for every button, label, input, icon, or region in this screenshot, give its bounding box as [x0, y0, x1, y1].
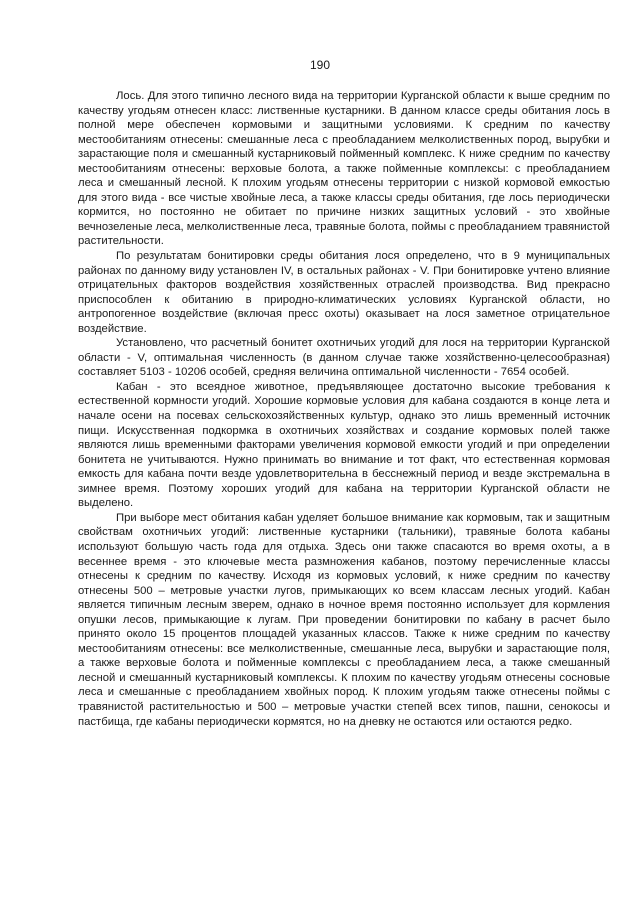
paragraph-moose-habitat: Лось. Для этого типично лесного вида на территории Курганской области к выше средним по качеству угодьям отнесен класс: лиственные кустарники. В данном классе среды обитания лось в полной мере обеспечен кормовыми и защитными условиями. К средним по качеству местообитаниям отнесены: смешанные леса с преобладанием мелколиственных пород, вырубки и зарастающие поля и смешанный кустарниковый пойменный комплекс. К ниже средним по качеству местообитаниям отнесены: верховые болота, а также пойменные комплексы: с преобладанием леса и смешанный лесной. К плохим угодьям отнесены территории с низкой кормовой емкостью для этого вида - все чистые хвойные леса, а также классы среды обитания, где лось периодически кормится, но постоянно не обитает по причине низких защитных условий - это хвойные вечнозеленые леса, мелколиственные леса, травяные болота, поймы с преобладанием травянистой растительности. [78, 90, 610, 248]
paragraph-boar-feeding: Кабан - это всеядное животное, предъявляющее достаточно высокие требования к естественной кормности угодий. Хорошие кормовые условия для кабана создаются в конце лета и начале осени на посевах сельскохозяйственных культур, однако это лишь временный источник пищи. Искусственная подкормка в охотничьих хозяйствах и создание кормовых полей также являются лишь временными факторами увеличения кормовой емкости угодий и при определении бонитета не учитываются. Нужно принимать во внимание и тот факт, что естественная кормовая емкость для кабана почти везде удовлетворительна в бесснежный период и везде экстремальна в зимнее время. Поэтому хороших угодий для кабана на территории Курганской области не выделено. [78, 380, 610, 510]
paragraph-moose-bonitet: По результатам бонитировки среды обитания лося определено, что в 9 муниципальных районах по данному виду установлен IV, в остальных районах - V. При бонитировке учтено влияние отрицательных факторов воздействия хозяйственных отраслей производства. Вид прекрасно приспособлен к обитанию в природно-климатических условиях Курганской области, но антропогенное воздействие (включая пресс охоты) оказывает на лося заметное отрицательное воздействие. [78, 250, 610, 335]
body-text [78, 89, 610, 729]
page-number: 190 [309, 58, 331, 72]
paragraph-moose-optimal-number: Установлено, что расчетный бонитет охотничьих угодий для лося на территории Курганской области - V, оптимальная численность (в данном случае также хозяйственно-целесообразная) составляет 5103 - 10206 особей, средняя величина оптимальной численности - 7654 особей. [78, 337, 610, 379]
paragraph-boar-habitat: При выборе мест обитания кабан уделяет большое внимание как кормовым, так и защитным свойствам охотничьих угодий: лиственные кустарники (тальники), травяные болота кабаны используют большую часть года для отдыха. Здесь они также спасаются во время охоты, а в весеннее время - это ключевые места размножения кабанов, поэтому перечисленные классы отнесены к средним по качеству. Исходя из кормовых условий, к ниже средним по качеству отнесены 500 – метровые участки лугов, примыкающих ко всем классам лесных угодий. Кабан является типичным лесным зверем, однако в ночное время постоянно использует для кормления опушки лесов, примыкающие к лугам. При проведении бонитировки по кабану в расчет было принято около 15 процентов площадей указанных классов. Также к ниже средним по качеству местообитаниям отнесены: все мелколиственные, смешанные леса, вырубки и зарастающие поля, а также верховые болота и пойменные комплексы с преобладанием леса, а также смешанный лесной и смешанный кустарниковый комплексы. К плохим по качеству угодьям отнесены сосновые леса и смешанные с преобладанием хвойных пород. К плохим угодьям также отнесены поймы с травянистой растительностью и 500 – метровые участки степей всех типов, пашни, сенокосы и пастбища, где кабаны периодически кормятся, но на дневку не остаются или остаются редко. [78, 511, 610, 728]
